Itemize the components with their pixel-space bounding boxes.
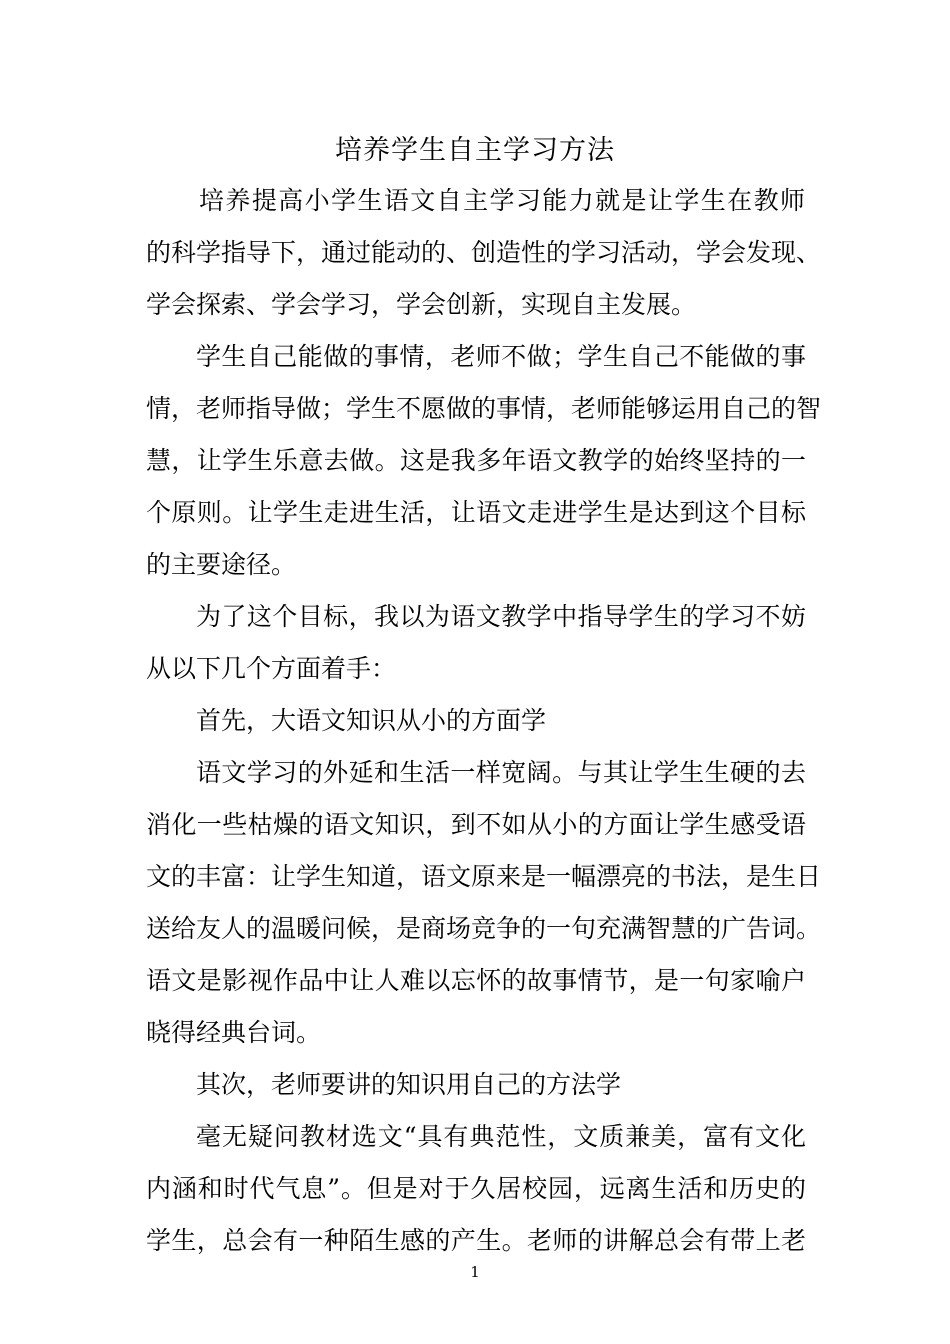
section-heading: 首先，大语文知识从小的方面学: [196, 706, 547, 735]
page-number: 1: [470, 1263, 480, 1281]
text-line: 学生，总会有一种陌生感的产生。老师的讲解总会有带上老: [146, 1226, 806, 1255]
text-line: 晓得经典台词。: [146, 1018, 322, 1047]
text-line: 培养提高小学生语文自主学习能力就是让学生在教师: [199, 186, 805, 215]
text-line: 学会探索、学会学习，学会创新，实现自主发展。: [146, 290, 697, 319]
text-line: 消化一些枯燥的语文知识，到不如从小的方面让学生感受语: [146, 810, 806, 839]
text-line: 的科学指导下，通过能动的、创造性的学习活动，学会发现、: [146, 238, 822, 267]
text-line: 送给友人的温暖问候，是商场竞争的一句充满智慧的广告词。: [146, 914, 822, 943]
text-line: 学生自己能做的事情，老师不做；学生自己不能做的事: [196, 342, 806, 371]
document-title: 培养学生自主学习方法: [335, 135, 615, 166]
text-line: 从以下几个方面着手：: [146, 654, 397, 683]
text-line: 语文学习的外延和生活一样宽阔。与其让学生生硬的去: [196, 758, 806, 787]
section-heading: 其次，老师要讲的知识用自己的方法学: [196, 1070, 622, 1099]
text-line: 语文是影视作品中让人难以忘怀的故事情节，是一句家喻户: [146, 966, 806, 995]
text-line: 文的丰富：让学生知道，语文原来是一幅漂亮的书法，是生日: [146, 862, 822, 891]
text-line: 慧，让学生乐意去做。这是我多年语文教学的始终坚持的一: [146, 446, 806, 475]
text-line: 的主要途径。: [146, 550, 297, 579]
text-line: 个原则。让学生走进生活，让语文走进学生是达到这个目标: [146, 498, 806, 527]
text-line: 为了这个目标，我以为语文教学中指导学生的学习不妨: [196, 602, 806, 631]
text-line: 毫无疑问教材选文“具有典范性，文质兼美，富有文化: [196, 1122, 806, 1151]
text-line: 内涵和时代气息”。但是对于久居校园，远离生活和历史的: [146, 1174, 806, 1203]
text-line: 情，老师指导做；学生不愿做的事情，老师能够运用自己的智: [146, 394, 822, 423]
